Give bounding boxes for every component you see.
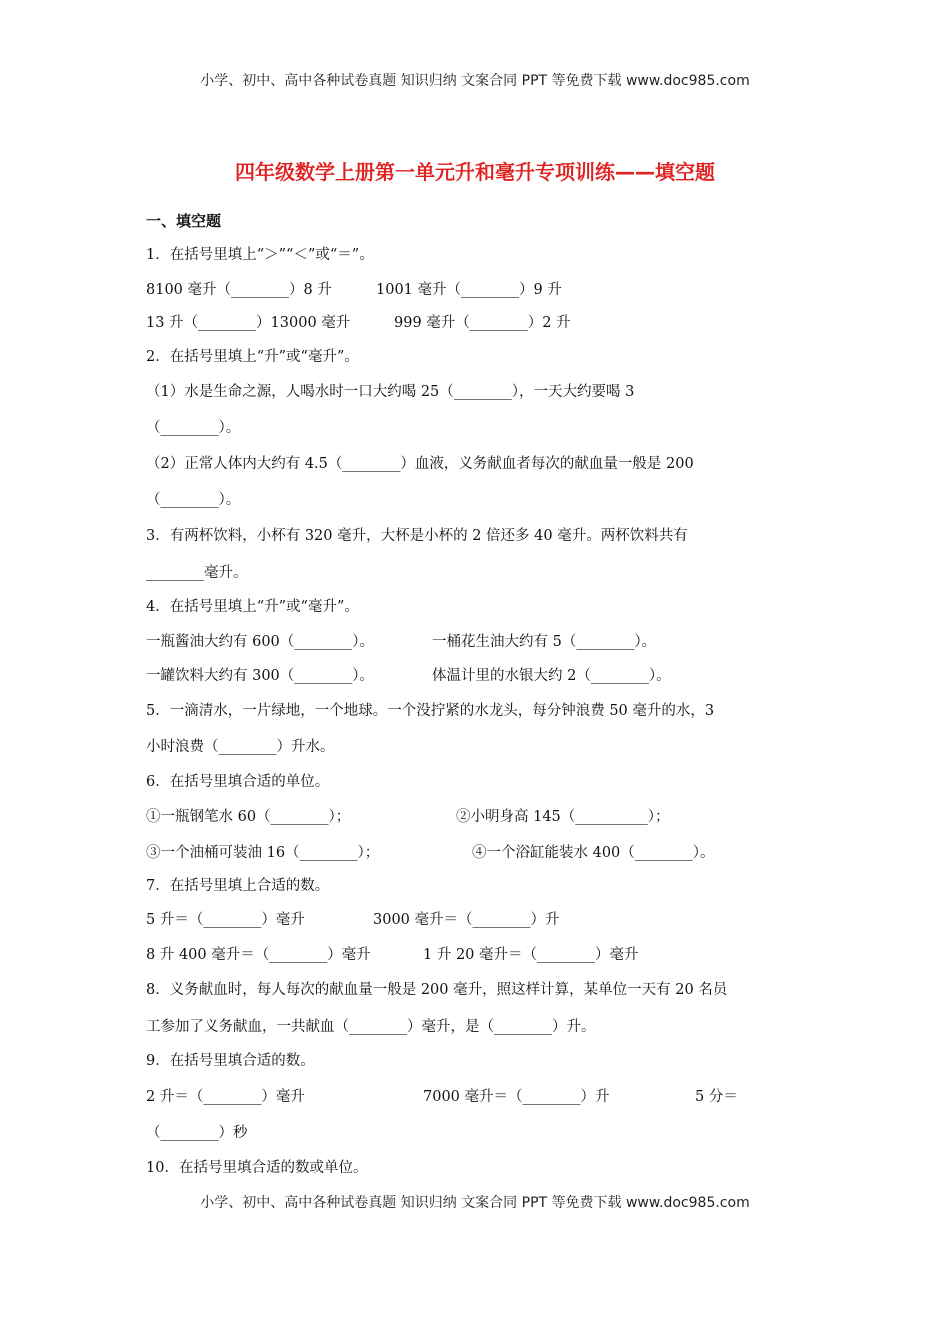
q4-stem: 4．在括号里填上“升”或“毫升”。 (146, 599, 359, 615)
q2-stem: 2．在括号里填上“升”或“毫升”。 (146, 349, 359, 365)
q5-line1: 5．一滴清水，一片绿地，一个地球。一个没拧紧的水龙头，每分钟浪费 50 毫升的水，3 (146, 703, 715, 719)
q7-item-b: 3000 毫升＝（________）升 (373, 912, 560, 928)
q2-part1-line2: （________）。 (146, 420, 241, 436)
q9-item-c: 5 分＝ (695, 1089, 738, 1105)
q9-stem: 9．在括号里填合适的数。 (146, 1053, 315, 1069)
q10-stem: 10．在括号里填合适的数或单位。 (146, 1160, 368, 1176)
q6-item-c: ③一个油桶可装油 16（________）； (146, 845, 380, 861)
q1-item-c: 13 升（________）13000 毫升 (146, 315, 351, 331)
q9-item-b: 7000 毫升＝（________）升 (423, 1089, 610, 1105)
q7-item-c: 8 升 400 毫升＝（________）毫升 (146, 947, 371, 963)
q8-line1: 8．义务献血时，每人每次的献血量一般是 200 毫升，照这样计算，某单位一天有 20 名员 (146, 982, 728, 998)
q6-item-a: ①一瓶钢笔水 60（________）； (146, 809, 351, 825)
q5-line2: 小时浪费（________）升水。 (146, 739, 335, 755)
q4-item-b: 一桶花生油大约有 5（________）。 (432, 634, 657, 650)
page-footer: 小学、初中、高中各种试卷真题 知识归纳 文案合同 PPT 等免费下载 www.doc985.com (200, 1195, 750, 1211)
document-title: 四年级数学上册第一单元升和毫升专项训练——填空题 (235, 160, 715, 184)
q1-item-d: 999 毫升（________）2 升 (394, 315, 571, 331)
q3-line1: 3．有两杯饮料，小杯有 320 毫升，大杯是小杯的 2 倍还多 40 毫升。两杯饮料共有 (146, 528, 688, 544)
q9-item-a: 2 升＝（________）毫升 (146, 1089, 305, 1105)
q6-item-b: ②小明身高 145（__________）； (456, 809, 670, 825)
q1-item-b: 1001 毫升（________）9 升 (376, 282, 562, 298)
section-heading: 一、填空题 (146, 212, 222, 230)
q1-stem: 1．在括号里填上“＞”“＜”或“＝”。 (146, 247, 374, 263)
q2-part2-line2: （________）。 (146, 492, 241, 508)
q7-item-a: 5 升＝（________）毫升 (146, 912, 305, 928)
page-header: 小学、初中、高中各种试卷真题 知识归纳 文案合同 PPT 等免费下载 www.doc985.com (200, 73, 750, 89)
q4-item-c: 一罐饮料大约有 300（________）。 (146, 668, 375, 684)
q8-line2: 工参加了义务献血，一共献血（________）毫升，是（________）升。 (146, 1019, 596, 1035)
q6-item-d: ④一个浴缸能装水 400（________）。 (472, 845, 715, 861)
q7-item-d: 1 升 20 毫升＝（________）毫升 (423, 947, 639, 963)
q4-item-a: 一瓶酱油大约有 600（________）。 (146, 634, 375, 650)
q4-item-d: 体温计里的水银大约 2（________）。 (432, 668, 671, 684)
q1-item-a: 8100 毫升（________）8 升 (146, 282, 332, 298)
q7-stem: 7．在括号里填上合适的数。 (146, 878, 330, 894)
q3-line2: ________毫升。 (146, 565, 248, 581)
q6-stem: 6．在括号里填合适的单位。 (146, 774, 330, 790)
q2-part1-line1: （1）水是生命之源，人喝水时一口大约喝 25（________），一天大约要喝 3 (146, 384, 635, 400)
q9-item-d: （________）秒 (146, 1125, 248, 1141)
q2-part2-line1: （2）正常人体内大约有 4.5（________）血液，义务献血者每次的献血量一般是 200 (146, 456, 694, 472)
